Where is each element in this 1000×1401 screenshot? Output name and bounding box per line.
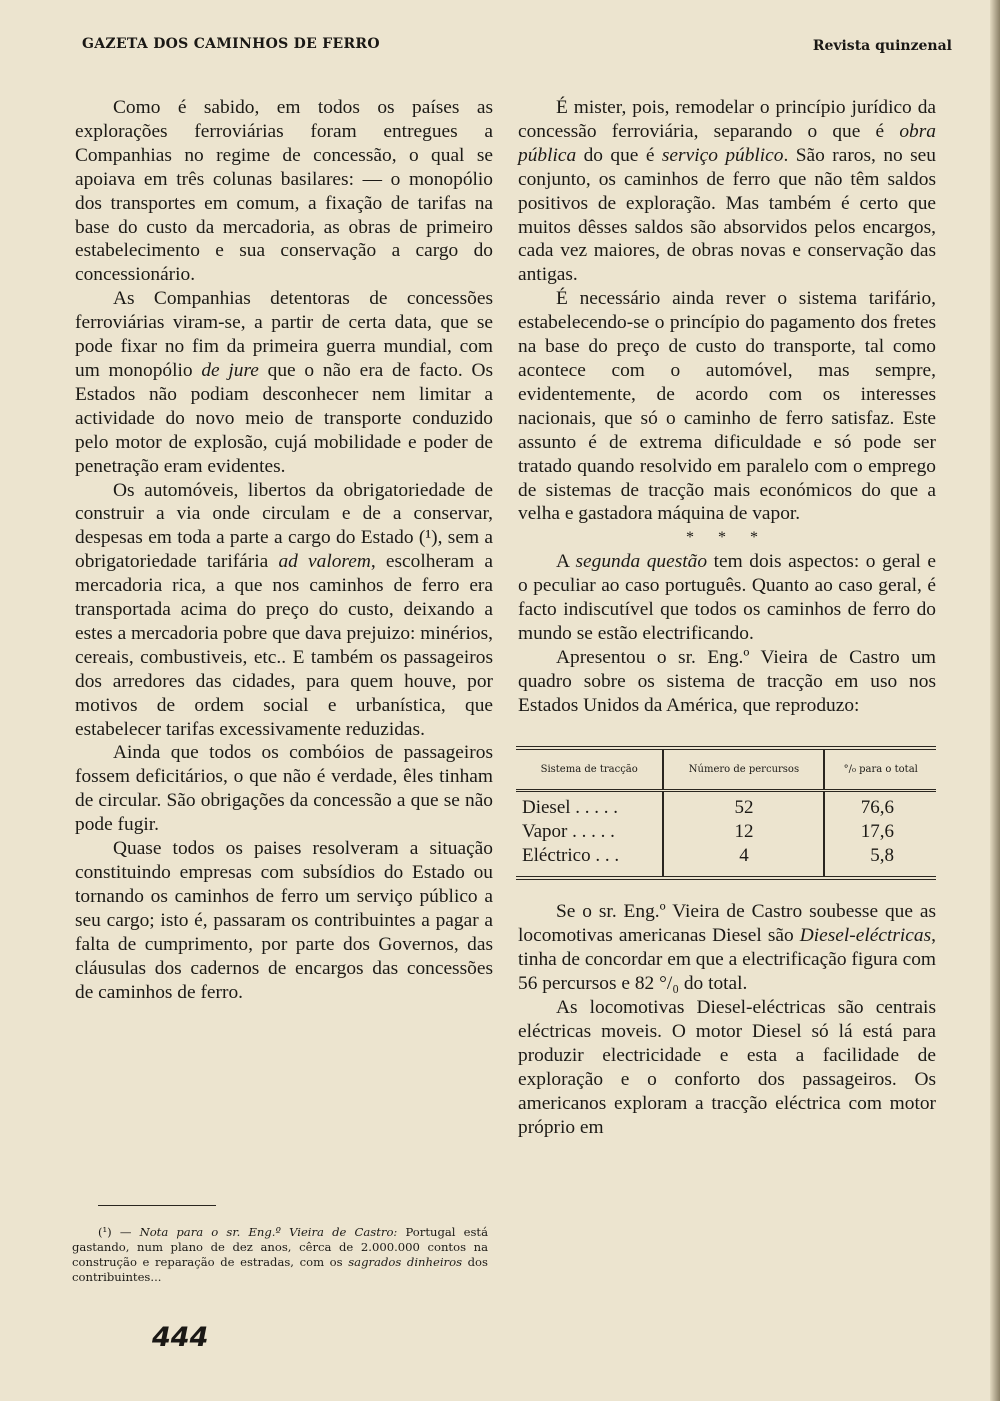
running-header-title: GAZETA DOS CAMINHOS DE FERRO [82,36,380,52]
cell-pct: 17,6 [824,820,936,844]
text-run: Se o sr. Eng.º Vieira de Castro soubesse que as locomotivas americanas Diesel são [518,901,936,947]
cell-count: 4 [663,844,824,878]
cell-count: 12 [663,820,824,844]
footnote-italic: sagrados dinheiros [348,1255,463,1269]
right-column [518,96,936,1140]
text-run: Os automóveis, libertos da obrigatoriedade de construir a via onde circulam e de a conservar, despesas em toda a parte a cargo do Estado (¹), sem a obrigatoriedade tarifária [75,479,493,573]
text-run: tem dois aspectos: o geral e o peculiar ao caso português. Quanto ao caso geral, é facto indiscutível que todos os caminhos de ferro do mundo se estão electrificando. [518,551,937,644]
paragraph [518,900,936,996]
cell-pct: 5,8 [824,844,936,878]
text-run: , tinha de concordar em que a electrificação figura com 56 percursos e 82 °/₀ do total. [518,925,936,995]
cell-count: 52 [663,791,824,821]
italic-term: segunda questão [575,551,708,573]
footnote-italic: Nota para o sr. Eng.º Vieira de Castro: [139,1225,398,1239]
cell-system: Vapor . . . . . [522,821,615,843]
table-header-system: Sistema de tracção [516,748,663,791]
table-header-pct: °/₀ para o total [824,748,936,791]
left-column [75,96,493,1004]
paragraph: Como é sabido, em todos os países as explorações ferroviárias foram entregues a Companhias no regime de concessão, o qual se apoiava em três colunas basilares: — o monopólio dos transportes em comum, a fixação de tarifas na base do custo da mercadoria, as obras de primeiro estabelecimento e sua conservação a cargo do concessionário. [75,97,493,286]
paragraph [75,479,493,742]
table-row [516,844,936,878]
text-run: As Companhias detentoras de concessões ferroviárias viram-se, a partir de certa data, que se pode fixar no fim da primeira guerra mundial, com um monopólio [75,288,493,381]
cell-system: Eléctrico . . . [522,845,620,867]
cell-pct: 76,6 [824,791,936,821]
italic-term: de jure [201,359,259,381]
page-edge [990,0,1000,1401]
paragraph: Quase todos os paises resolveram a situação constituindo empresas com subsídios do Estado ou tornando os caminhos de ferro um serviço público a seu cargo; isto é, passaram os contribuintes a pagar a falta de cumprimento, por parte dos Governos, das cláusulas dos cadernos de encargos das concessões de caminhos de ferro. [75,838,493,1003]
italic-term: ad valorem [278,551,371,573]
paragraph: É necessário ainda rever o sistema tarifário, estabelecendo-se o princípio do pagamento dos fretes na base do preço de custo do transporte, tal como acontece com o automóvel, mas sempre, evidentemente, de acordo com os interesses nacionais, que só o caminho de ferro satisfaz. Este assunto é de extrema dificuldade e só pode ser tratado quando resolvido em paralelo com o emprego de sistemas de tracção mais económicos do que a velha e gastadora máquina de vapor. [518,288,936,525]
traction-table [516,746,936,881]
table-row [516,791,936,821]
table-header-row [516,748,936,791]
paragraph: Ainda que todos os combóios de passageiros fossem deficitários, o que não é verdade, êles tinham de circular. São obrigações da concessão a que se não pode fugir. [75,742,493,836]
footnote-marker: (¹) — [98,1225,140,1239]
text-run: É mister, pois, remodelar o princípio jurídico da concessão ferroviária, separando o que é [518,97,936,142]
italic-term: obra pública [518,120,936,166]
table-header-count: Número de percursos [663,748,824,791]
cell-system: Diesel . . . . . [522,797,619,819]
paragraph [75,287,493,478]
section-separator: * * * [686,529,768,547]
footnote-rule [98,1205,216,1206]
paragraph [518,550,936,646]
text-run: do que é [576,144,662,166]
text-run: , escolheram a mercadoria rica, a que nos caminhos de ferro era transportada acima do preço do custo, deixando a estes a mercadoria pobre que dava prejuizo: minérios, cereais, combustiveis, etc.. E também os passageiros dos arredores das cidades, para quem houve, por motivos de ordem social e urbanística, que estabelecer tarifas excessivamente reduzidas. [75,551,493,740]
footnote-text: dos contribuintes... [72,1255,488,1284]
footnote-text: Portugal está gastando, num plano de dez anos, cêrca de 2.000.000 contos na construção e reparação de estradas, com os [72,1225,489,1269]
running-header-subtitle: Revista quinzenal [812,38,952,54]
text-run: . São raros, no seu conjunto, os caminhos de ferro que não têm saldos positivos de exploração. Mas também é certo que muitos dêsses saldos são absorvidos pelos encargos, cada vez maiores, de obras novas e conservação das antigas. [518,144,936,286]
page-number: 444 [152,1322,209,1353]
paragraph [518,96,936,287]
italic-term: Diesel-eléctricas [799,925,932,947]
italic-term: serviço público [661,144,784,166]
paragraph: Apresentou o sr. Eng.º Vieira de Castro um quadro sobre os sistema de tracção em uso nos Estados Unidos da América, que reproduzo: [518,646,936,716]
text-run: A [556,551,576,573]
footnote [72,1225,488,1285]
text-run: que o não era de facto. Os Estados não podiam desconhecer nem limitar a actividade do novo meio de transporte conduzido pelo motor de explosão, cujá mobilidade e poder de penetração eram evidentes. [75,359,493,477]
paragraph: As locomotivas Diesel-eléctricas são centrais eléctricas moveis. O motor Diesel só lá está para produzir electricidade e esta a facilidade de exploração e o conforto dos passageiros. Os americanos exploram a tracção eléctrica com motor próprio em [518,997,936,1138]
table-row [516,820,936,844]
